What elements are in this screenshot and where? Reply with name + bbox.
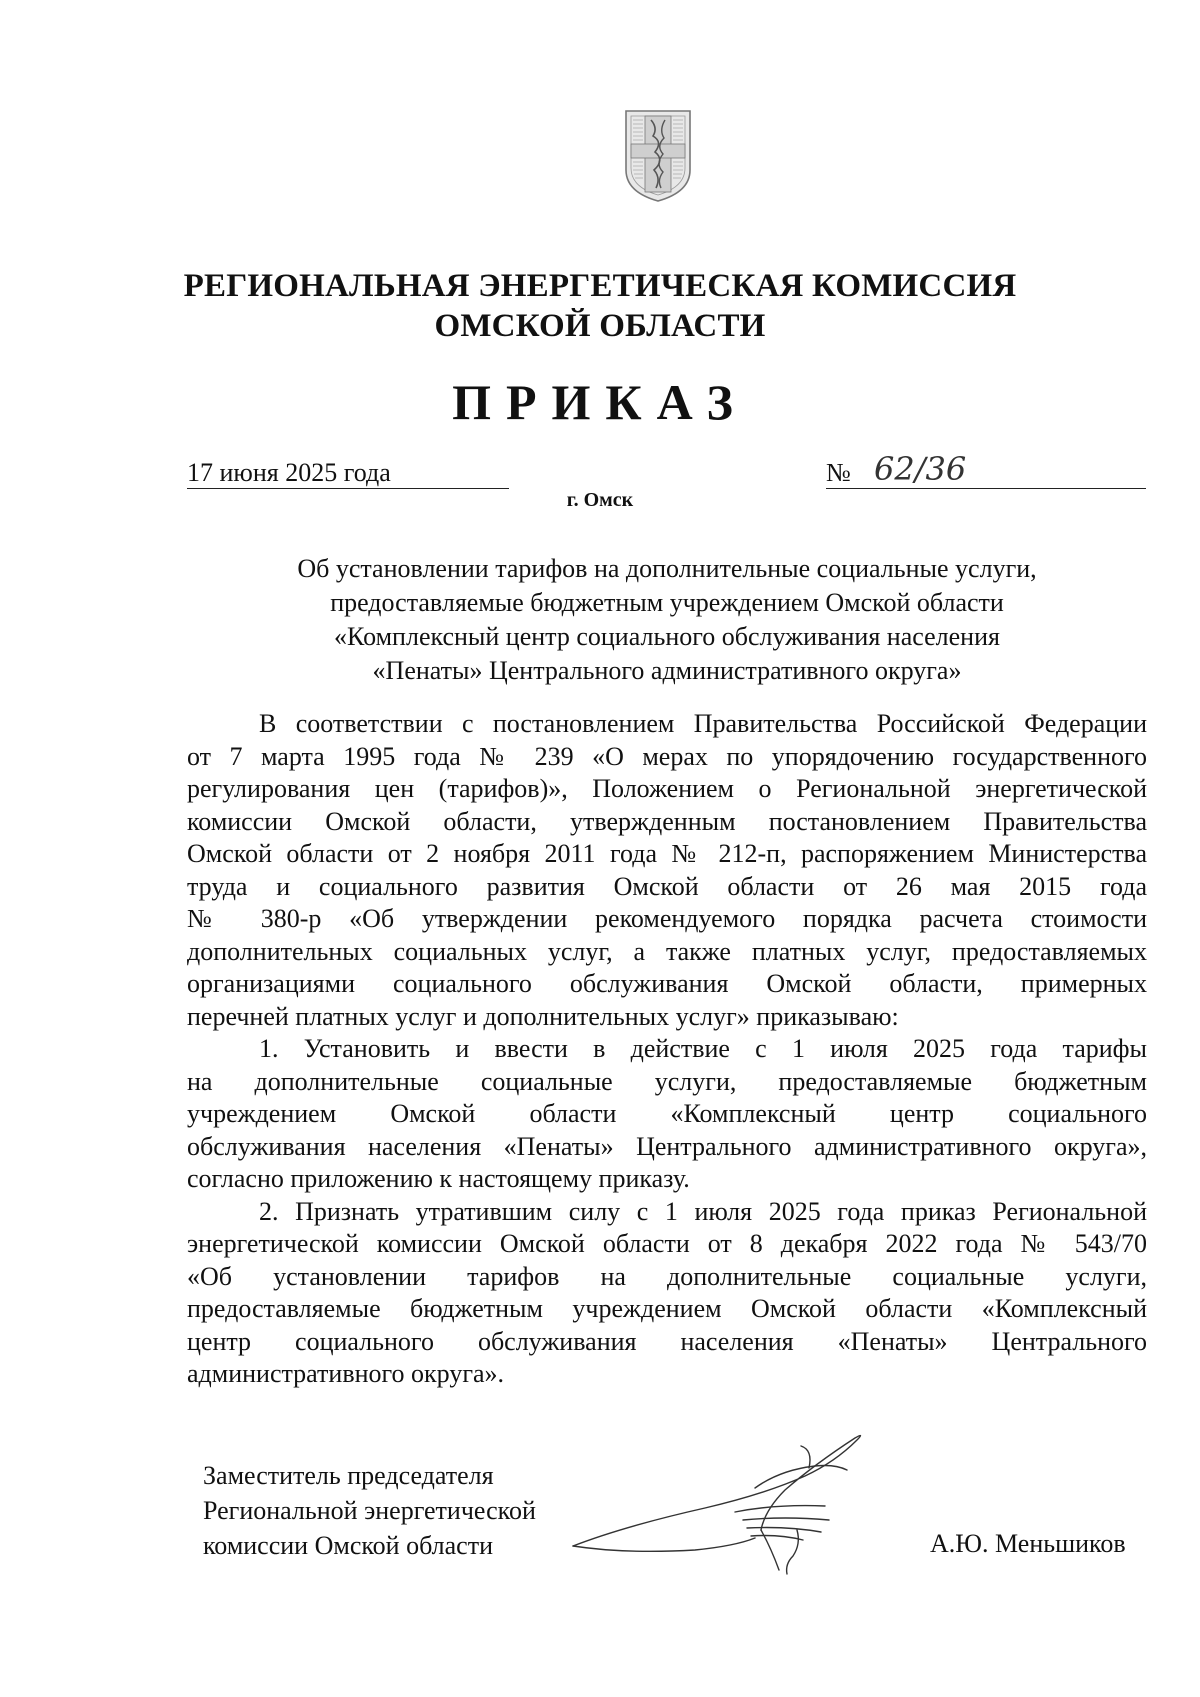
title-line: предоставляемые бюджетным учреждением Омской области: [330, 588, 1004, 617]
date-text: 17 июня 2025 года: [187, 458, 391, 487]
document-number-handwritten: 62/36: [874, 450, 967, 488]
handwritten-signature: [565, 1428, 885, 1578]
body-line: на дополнительные социальные услуги, предоставляемые бюджетным: [187, 1066, 1147, 1096]
document-number-field: [826, 450, 1146, 489]
coat-of-arms-emblem: [623, 108, 693, 204]
order-body: [187, 708, 1147, 1391]
body-line: регулирования цен (тарифов)», Положением о Региональной энергетической: [187, 774, 1147, 803]
order-title: [187, 552, 1147, 688]
body-line: административного округа».: [187, 1359, 505, 1388]
body-line: № 380-р «Об утверждении рекомендуемого порядка расчета стоимости: [187, 904, 1147, 933]
body-line: перечней платных услуг и дополнительных услуг» приказываю:: [187, 1001, 899, 1031]
document-type-heading: ПРИКАЗ: [452, 374, 748, 430]
body-line: Омской области от 2 ноября 2011 года № 212-п, распоряжением Министерства: [187, 839, 1147, 868]
number-sign: №: [826, 458, 851, 487]
body-line: обслуживания населения «Пенаты» Центрального административного округа»,: [187, 1131, 1147, 1161]
body-line: «Об установлении тарифов на дополнительные социальные услуги,: [187, 1261, 1147, 1291]
body-line: 2. Признать утратившим силу с 1 июля 2025 года приказ Региональной: [259, 1196, 1147, 1226]
body-line: труда и социального развития Омской области от 26 мая 2015 года: [187, 871, 1147, 901]
title-line: «Комплексный центр социального обслуживания населения: [334, 622, 1000, 651]
body-line: согласно приложению к настоящему приказу.: [187, 1164, 690, 1193]
body-line: дополнительных социальных услуг, а также платных услуг, предоставляемых: [187, 936, 1147, 966]
city-label: г. Омск: [566, 489, 634, 511]
document-date: [187, 458, 509, 489]
organization-name-line-2: ОМСКОЙ ОБЛАСТИ: [434, 308, 766, 344]
body-line: предоставляемые бюджетным учреждением Омской области «Комплексный: [187, 1294, 1147, 1323]
body-line: учреждением Омской области «Комплексный центр социального: [187, 1099, 1147, 1128]
position-line: комиссии Омской области: [203, 1531, 493, 1560]
body-line: центр социального обслуживания населения «Пенаты» Центрального: [187, 1326, 1147, 1356]
title-line: «Пенаты» Центрального административного округа»: [372, 656, 962, 685]
body-line: 1. Установить и ввести в действие с 1 июля 2025 года тарифы: [259, 1034, 1147, 1063]
signatory-position: [203, 1458, 536, 1563]
body-line: В соответствии с постановлением Правительства Российской Федерации: [259, 709, 1147, 738]
position-line: Региональной энергетической: [203, 1496, 536, 1525]
title-line: Об установлении тарифов на дополнительные социальные услуги,: [297, 554, 1037, 583]
body-line: комиссии Омской области, утвержденным постановлением Правительства: [187, 806, 1147, 836]
position-line: Заместитель председателя: [203, 1461, 494, 1490]
signatory-name: А.Ю. Меньшиков: [930, 1529, 1126, 1558]
body-line: организациями социального обслуживания Омской области, примерных: [187, 969, 1147, 998]
body-line: энергетической комиссии Омской области от 8 декабря 2022 года № 543/70: [187, 1229, 1147, 1258]
body-line: от 7 марта 1995 года № 239 «О мерах по упорядочению государственного: [187, 741, 1147, 771]
organization-name-line-1: РЕГИОНАЛЬНАЯ ЭНЕРГЕТИЧЕСКАЯ КОМИССИЯ: [183, 268, 1017, 304]
